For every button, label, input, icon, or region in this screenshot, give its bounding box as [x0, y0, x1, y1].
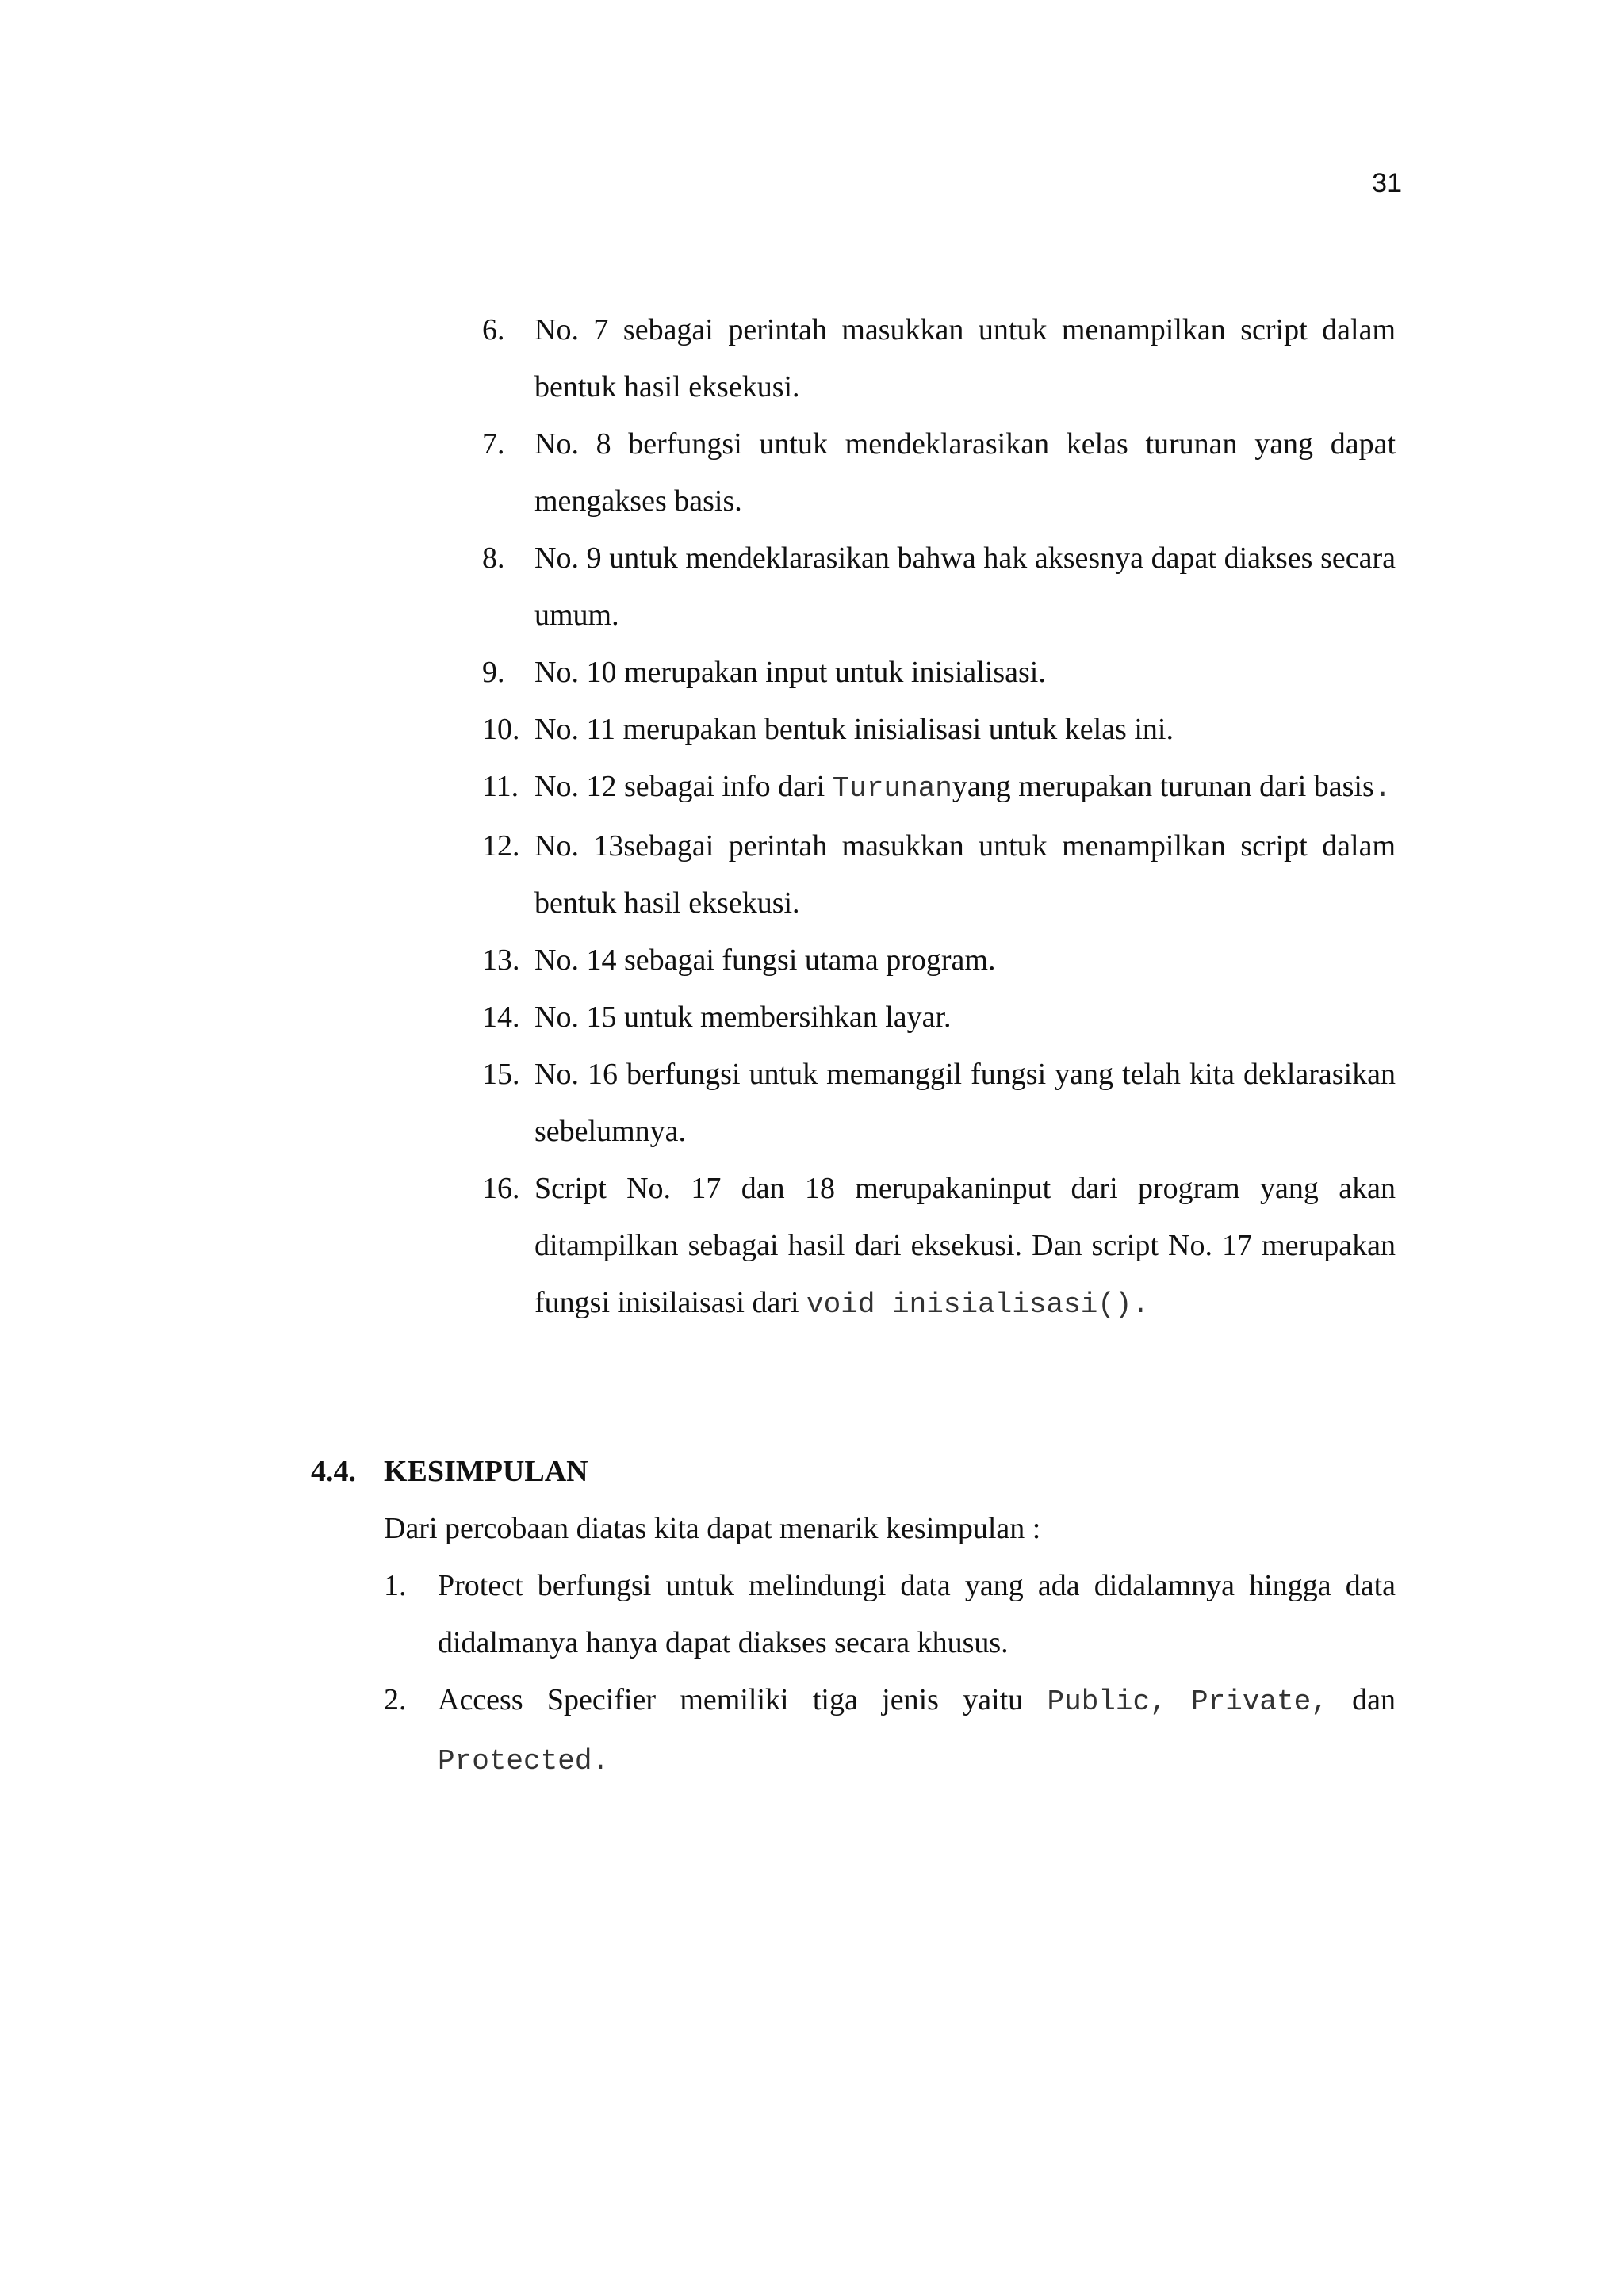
list-item-text: No. 12 sebagai info dari — [534, 770, 833, 803]
list-item-text: No. 13sebagai perintah masukkan untuk menampilkan script dalam bentuk hasil eksekusi. — [534, 829, 1396, 920]
section-number: 4.4. — [311, 1455, 356, 1488]
page-number: 31 — [1372, 168, 1402, 198]
list-item — [482, 530, 1396, 644]
list-item-number: 10. — [482, 713, 520, 746]
list-item-text: No. 14 sebagai fungsi utama program. — [534, 943, 996, 977]
list-item-text — [1167, 1683, 1191, 1716]
list-item-number: 8. — [482, 541, 505, 575]
list-item — [482, 1046, 1396, 1160]
code-text: Public, — [1047, 1686, 1167, 1718]
list-item-text: No. 10 merupakan input untuk inisialisasi. — [534, 656, 1046, 689]
list-item — [482, 989, 1396, 1046]
list-item — [482, 817, 1396, 932]
list-item — [482, 415, 1396, 530]
list-item — [482, 758, 1396, 817]
section-heading — [311, 1443, 588, 1500]
code-text: Private, — [1191, 1686, 1328, 1718]
code-text: void inisialisasi(). — [806, 1288, 1150, 1321]
list-item-number: 9. — [482, 656, 505, 689]
code-text: Turunan — [832, 772, 952, 805]
list-item-text: yang merupakan turunan dari basis — [952, 770, 1374, 803]
list-item-number: 14. — [482, 1001, 520, 1034]
section-title: KESIMPULAN — [384, 1455, 588, 1488]
list-item-number: 12. — [482, 829, 520, 863]
list-item-number: 1. — [384, 1569, 407, 1602]
code-text: Protected. — [438, 1745, 610, 1777]
list-item-number: 6. — [482, 313, 505, 346]
list-item-number: 16. — [482, 1172, 520, 1205]
code-text: . — [1373, 772, 1392, 805]
list-item — [482, 1160, 1396, 1334]
list-item-text: No. 16 berfungsi untuk memanggil fungsi yang telah kita deklarasikan sebelumnya. — [534, 1058, 1396, 1148]
conclusion-list — [384, 1557, 1396, 1790]
list-item — [384, 1671, 1396, 1790]
list-item — [482, 644, 1396, 701]
list-item-text: Script No. 17 dan 18 merupakaninput dari program yang akan ditampilkan sebagai hasil dari eksekusi. Dan script No. 17 merupakan fungsi inisilaisasi dari — [534, 1172, 1396, 1319]
list-item-number: 11. — [482, 770, 519, 803]
list-item-text: Access Specifier memiliki tiga jenis yaitu — [438, 1683, 1048, 1716]
list-item-text: No. 8 berfungsi untuk mendeklarasikan kelas turunan yang dapat mengakses basis. — [534, 427, 1396, 518]
list-item-number: 13. — [482, 943, 520, 977]
list-item-text: dan — [1327, 1683, 1396, 1716]
list-item-text: No. 7 sebagai perintah masukkan untuk menampilkan script dalam bentuk hasil eksekusi. — [534, 313, 1396, 404]
list-item-text: Protect berfungsi untuk melindungi data yang ada didalamnya hingga data didalmanya hanya dapat diakses secara khusus. — [438, 1569, 1396, 1659]
list-item-number: 15. — [482, 1058, 520, 1091]
conclusion-intro: Dari percobaan diatas kita dapat menarik kesimpulan : — [384, 1512, 1041, 1545]
list-item-text: No. 11 merupakan bentuk inisialisasi untuk kelas ini. — [534, 713, 1174, 746]
list-item-text: No. 15 untuk membersihkan layar. — [534, 1001, 952, 1034]
list-item — [482, 701, 1396, 758]
list-item — [482, 932, 1396, 989]
explanation-list — [482, 301, 1396, 1334]
list-item-text: No. 9 untuk mendeklarasikan bahwa hak aksesnya dapat diakses secara umum. — [534, 541, 1396, 632]
list-item-number: 7. — [482, 427, 505, 461]
list-item — [482, 301, 1396, 415]
list-item — [384, 1557, 1396, 1671]
list-item-number: 2. — [384, 1683, 407, 1716]
